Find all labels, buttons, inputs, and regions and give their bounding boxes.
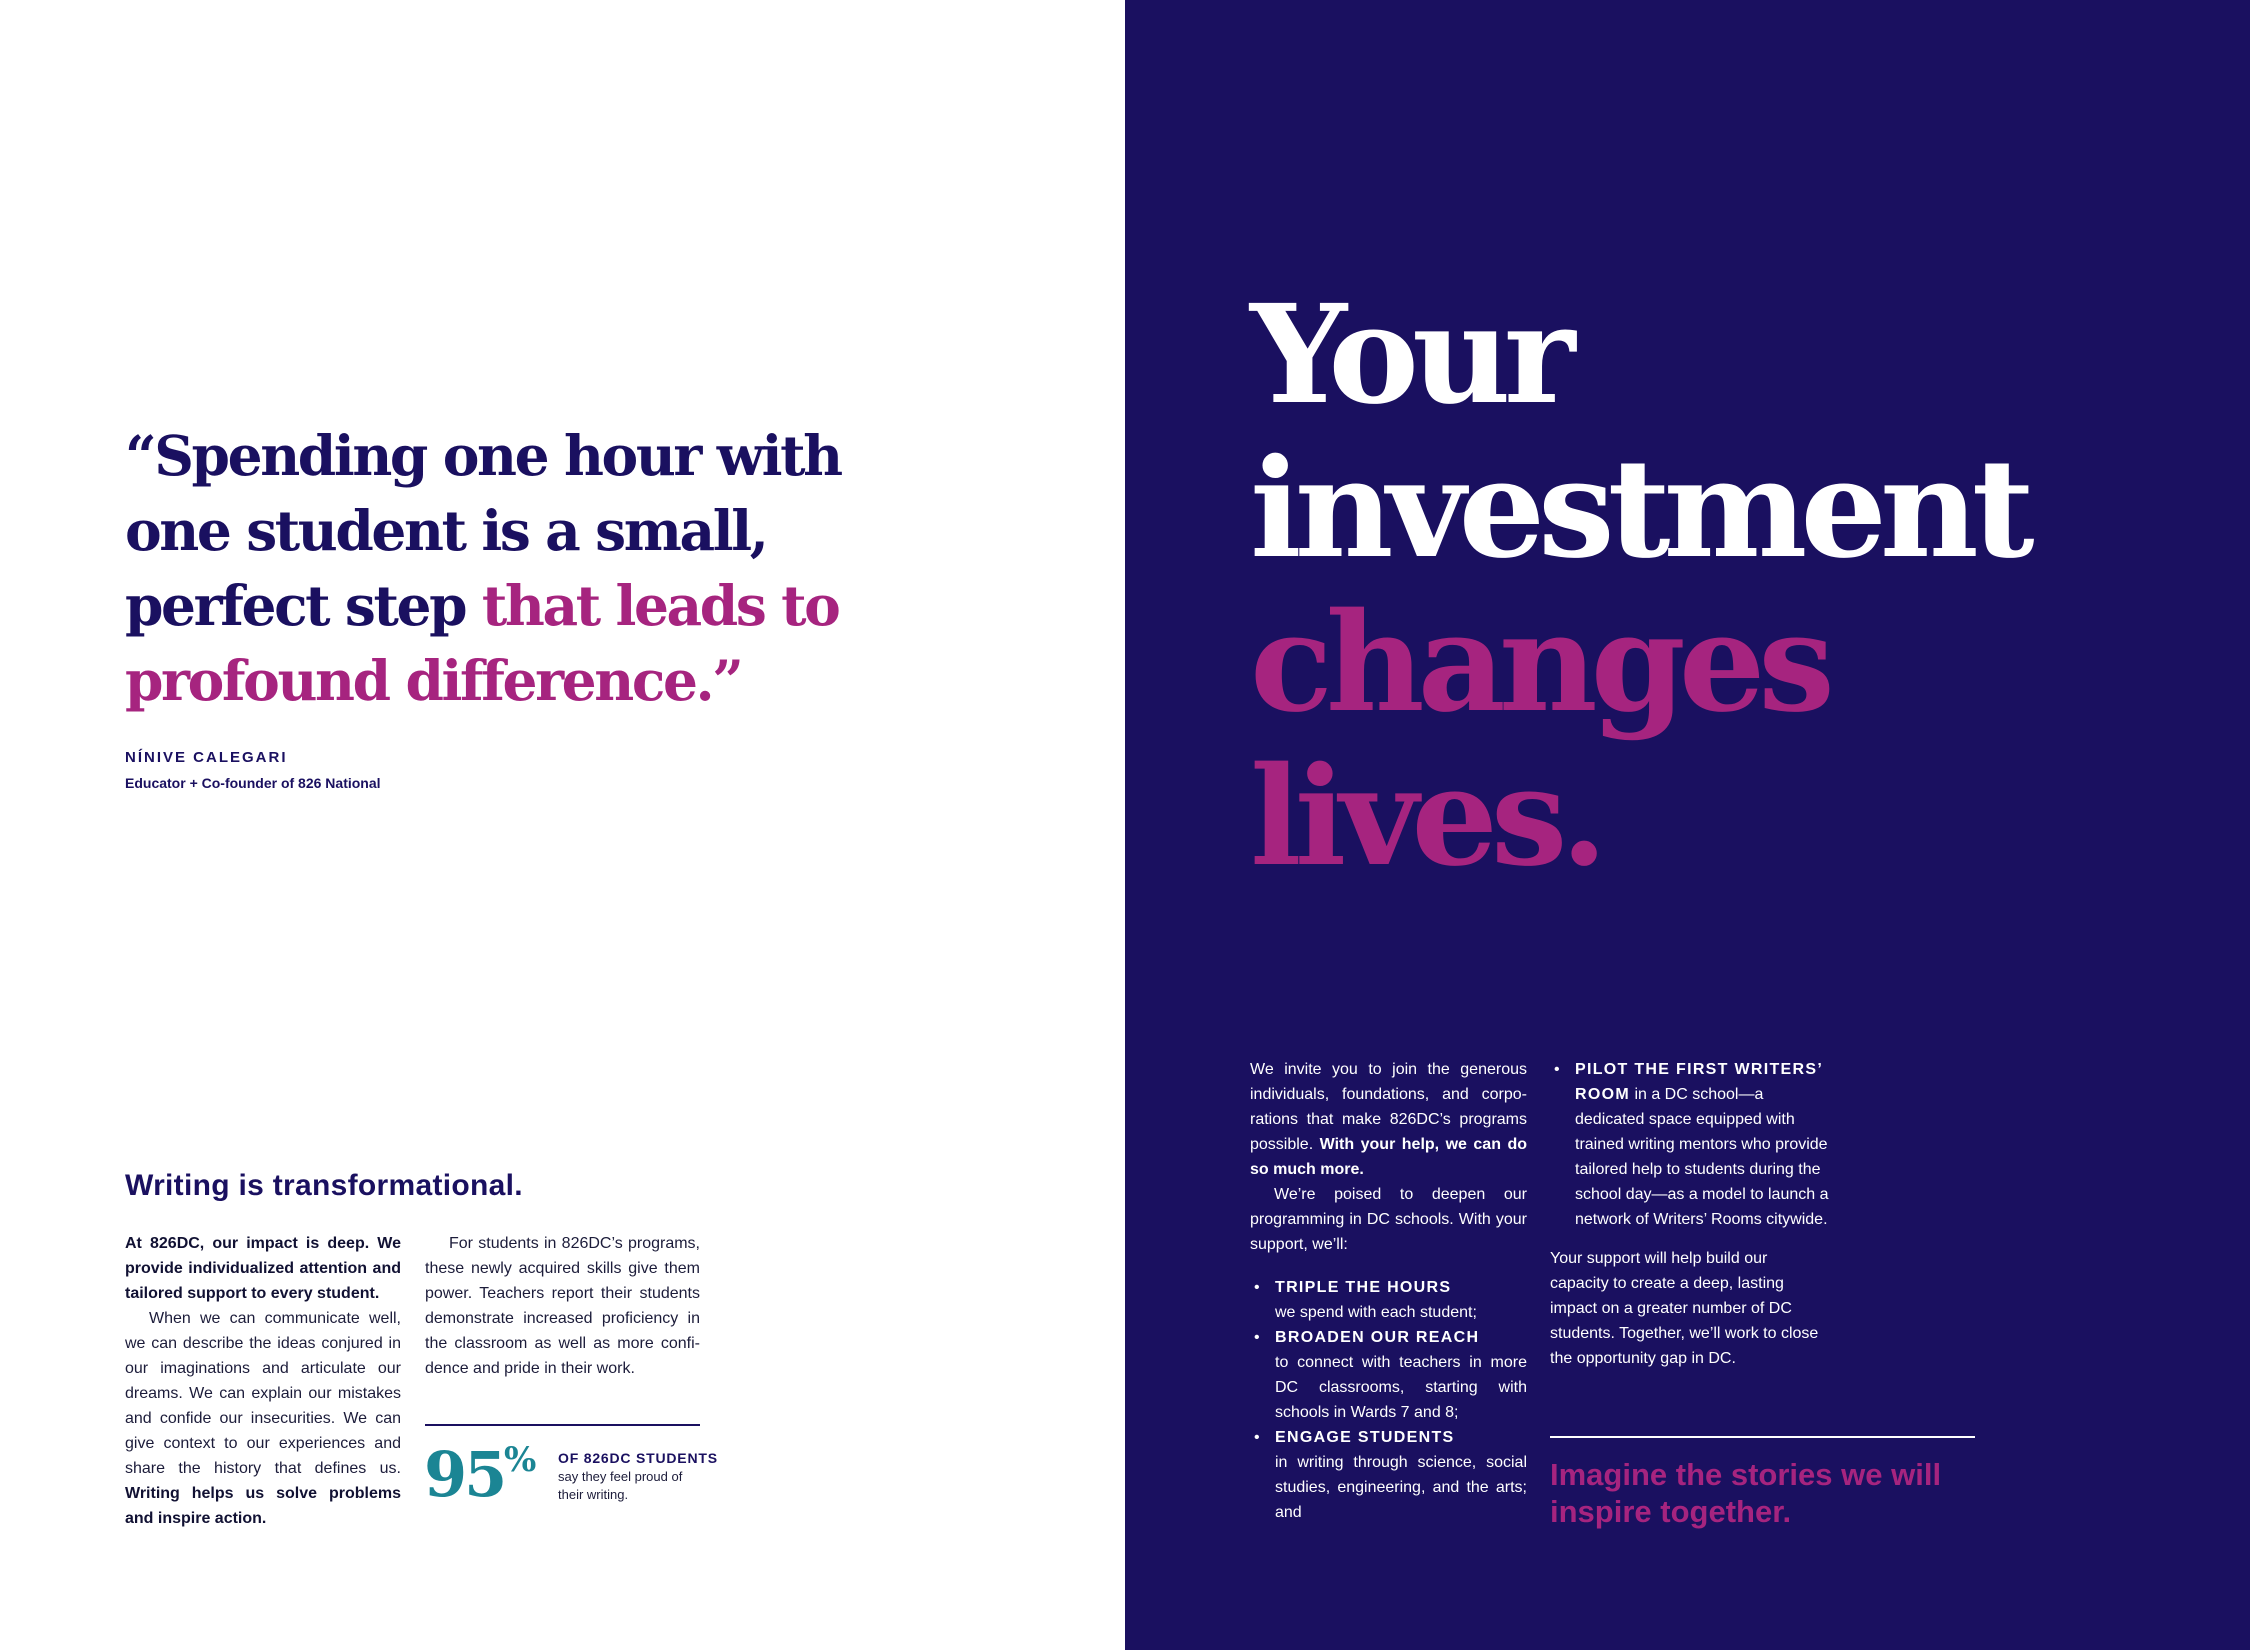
goal-title: ENGAGE STUDENTS [1275,1429,1455,1446]
body-paragraph: When we can communicate well, we can describe the ideas conjured in our imaginations and articulate our dreams. We can explain our mistakes and confide our insecurities. We can give context to our experiences and share the history that defines us. [125,1310,401,1477]
invite-paragraph: We’re poised to deepen our programming in DC schools. With your support, we’ll: [1250,1186,1527,1253]
goal-text: in writing through science, social studies, engineering, and the arts; and [1275,1454,1527,1521]
body-emphasis: Writing helps us solve problems and inspire action. [125,1485,401,1527]
body-paragraph: For students in 826DC’s programs, these newly acquired skills give them power. Teachers report their students demonstrate increased proficiency in the classroom as well as more confidence and pride in their work. [425,1235,700,1377]
headline-line: changes [1250,583,1828,743]
goal-text: we spend with each student; [1275,1304,1477,1321]
goal-title: BROADEN OUR REACH [1275,1329,1480,1346]
intro-bold: At 826DC, our impact is deep. We provide individualized attention and tailored support to every student. [125,1235,401,1302]
support-paragraph: Your support will help build our capacity to create a deep, lasting impact on a greater number of DC students. Together, we’ll work to close the opportunity gap in DC. [1550,1250,1819,1367]
stat-label: OF 826DC STUDENTS [558,1450,718,1466]
list-item [1550,1057,1830,1232]
goal-column [1550,1057,1830,1371]
body-column-1 [125,1231,401,1531]
stat-percent: % [504,1440,537,1480]
headline-line: Your [1250,275,1569,435]
list-item [1250,1425,1527,1525]
goal-title: PILOT THE FIRST WRITERS’ ROOM [1575,1061,1823,1103]
quote-text: “Spending one hour with one student is a small, perfect step [125,423,841,638]
headline-line: investment [1250,429,2028,589]
section-title: Writing is transformational. [125,1169,523,1202]
list-item [1250,1275,1527,1325]
goal-list [1550,1057,1830,1232]
invite-paragraph: We invite you to join the generous individuals, foundations, and corporations that make 826DC’s programs possible. [1250,1061,1527,1153]
headline [1250,275,2150,897]
headline-line: lives. [1250,737,1601,897]
goal-text: in a DC school—a dedicated space equipped with trained writing mentors who provide tailored help to students during the school day—as a model to launch a network of Writers’ Rooms citywide. [1575,1086,1829,1228]
invite-emphasis: With your help, we can do so much more. [1250,1136,1527,1178]
goal-text: to connect with teachers in more DC classrooms, starting with schools in Wards 7 and 8; [1275,1354,1527,1421]
pull-quote [125,418,945,718]
goal-title: TRIPLE THE HOURS [1275,1279,1452,1296]
body-column-2 [425,1231,700,1381]
quote-author-role: Educator + Co-founder of 826 National [125,775,381,791]
list-item [1250,1325,1527,1425]
goal-list [1250,1275,1527,1525]
stat-number: 95 [424,1438,505,1511]
closing-statement: Imagine the stories we will inspire together. [1550,1457,1942,1529]
divider [425,1424,700,1426]
quote-highlight: that leads to profound difference.” [125,573,839,713]
stat-description: say they feel proud of their writing. [558,1469,683,1502]
invite-column [1250,1057,1527,1525]
quote-author: NÍNIVE CALEGARI [125,749,288,766]
divider [1550,1436,1975,1438]
